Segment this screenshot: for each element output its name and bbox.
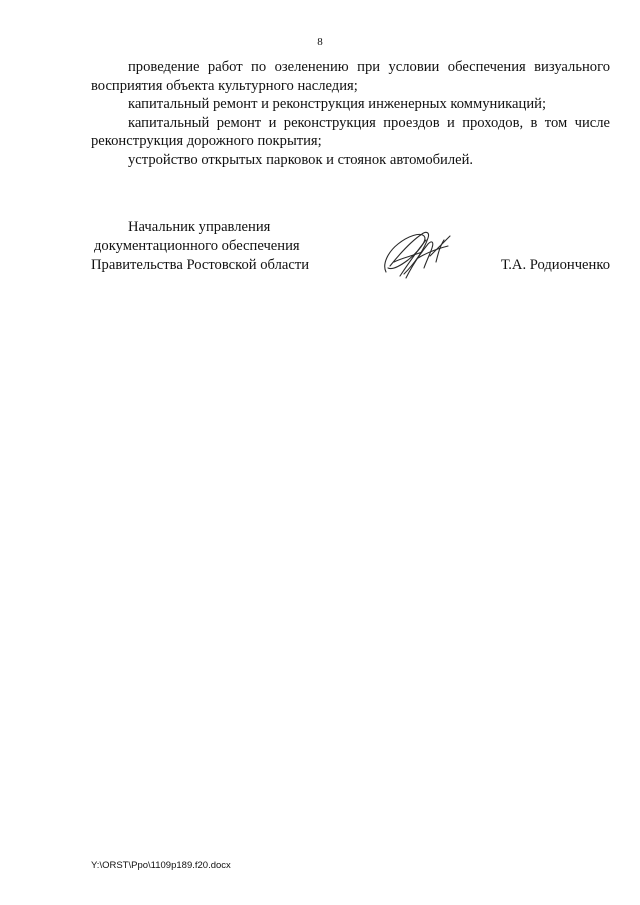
handwritten-signature — [378, 222, 458, 280]
paragraph-driveways-reconstruction: капитальный ремонт и реконструкция проездов и проходов, в том числе реконструкция дорожного покрытия; — [91, 114, 610, 150]
paragraph-greening: проведение работ по озеленению при условии обеспечения визуального восприятия объекта культурного наследия; — [91, 59, 610, 94]
signatory-name: Т.А. Родионченко — [500, 257, 610, 273]
paragraph-engineering-communications: капитальный ремонт и реконструкция инженерных коммуникаций; — [128, 96, 547, 113]
page-number: 8 — [317, 36, 323, 48]
signatory-position — [91, 218, 309, 275]
paragraph-open-parking: устройство открытых парковок и стоянок автомобилей. — [128, 151, 474, 168]
position-line-3: Правительства Ростовской области — [91, 257, 310, 273]
document-body — [91, 58, 610, 170]
position-line-2: документационного обеспечения — [94, 238, 300, 254]
signature-block — [91, 218, 610, 288]
file-path: Y:\ORST\Ppo\1109p189.f20.docx — [91, 860, 231, 871]
position-line-1: Начальник управления — [128, 219, 271, 235]
